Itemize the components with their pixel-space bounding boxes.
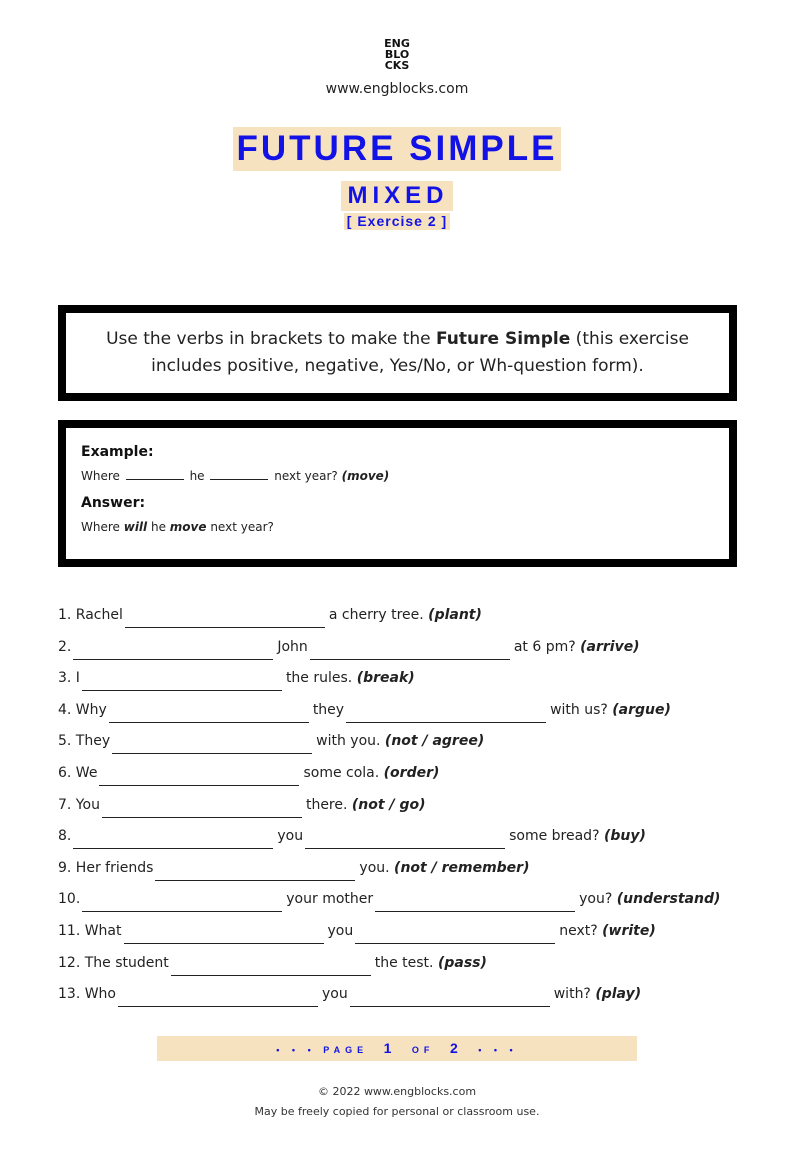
answer-blank[interactable]	[102, 797, 302, 818]
answer-blank[interactable]	[375, 891, 575, 912]
question-text: the test.	[374, 954, 434, 971]
question-text: some cola.	[303, 764, 380, 781]
question-text: next?	[559, 922, 598, 939]
verb-hint: (argue)	[612, 701, 671, 718]
example-box	[58, 420, 737, 567]
question-text: a cherry tree.	[328, 607, 424, 623]
answer-blank[interactable]	[118, 986, 318, 1007]
question-row	[58, 602, 748, 634]
question-text: with you.	[316, 733, 381, 750]
answer-blank[interactable]	[350, 986, 550, 1007]
question-text: the rules.	[285, 670, 353, 687]
page-indicator	[157, 1036, 637, 1061]
logo-line: ENG	[384, 37, 410, 50]
question-text: you	[327, 922, 354, 939]
verb-hint: (arrive)	[580, 638, 640, 655]
answer-word: Where	[81, 520, 124, 534]
question-text: John	[277, 638, 308, 655]
answer-blank[interactable]	[99, 765, 299, 786]
pager-current: 1	[383, 1040, 397, 1056]
answer-key-word: will	[123, 520, 148, 534]
example-blank	[210, 479, 268, 480]
question-text: you.	[359, 859, 390, 876]
verb-hint: (not / agree)	[384, 733, 485, 750]
question-text: 8.	[58, 828, 72, 845]
question-text: at 6 pm?	[513, 638, 576, 655]
pager-dots: • • •	[478, 1045, 518, 1055]
answer-word: next year?	[206, 520, 274, 534]
question-text: 1. Rachel	[58, 607, 123, 623]
question-text: some bread?	[509, 828, 600, 845]
worksheet-title: FUTURE SIMPLE	[233, 127, 562, 171]
question-row	[58, 665, 748, 697]
answer-heading: Answer:	[81, 495, 146, 511]
pager-dots: • • •	[276, 1045, 316, 1055]
question-text: you	[277, 828, 304, 845]
license-text: May be freely copied for personal or classroom use.	[254, 1105, 540, 1118]
answer-blank[interactable]	[82, 670, 282, 691]
instructions-bold: Future Simple	[436, 329, 571, 349]
engblocks-logo	[377, 38, 417, 71]
logo-line: BLO	[384, 48, 410, 61]
question-row	[58, 792, 748, 824]
question-text: 7. You	[58, 796, 100, 813]
question-list	[58, 602, 748, 1013]
answer-blank[interactable]	[355, 923, 555, 944]
answer-blank[interactable]	[112, 733, 312, 754]
verb-hint: (pass)	[437, 954, 487, 971]
answer-blank[interactable]	[171, 955, 371, 976]
question-text: 6. We	[58, 764, 98, 781]
question-row	[58, 760, 748, 792]
question-text: 13. Who	[58, 986, 116, 1003]
answer-blank[interactable]	[109, 702, 309, 723]
example-word: Where	[81, 469, 120, 483]
instructions-text-end: (this exercise includes positive, negative, Yes/No, or Wh-question form).	[151, 329, 689, 376]
example-blank	[126, 479, 184, 480]
answer-blank[interactable]	[124, 923, 324, 944]
question-row	[58, 634, 748, 666]
instructions-box	[58, 305, 737, 401]
answer-blank[interactable]	[346, 702, 546, 723]
copyright-text: © 2022 www.engblocks.com	[317, 1085, 477, 1098]
logo-line: CKS	[384, 59, 410, 72]
question-row	[58, 728, 748, 760]
question-text: 9. Her friends	[58, 859, 154, 876]
verb-hint: (understand)	[616, 891, 721, 908]
pager-page-word: PAGE	[323, 1045, 369, 1055]
verb-hint: (buy)	[603, 828, 646, 845]
answer-blank[interactable]	[305, 828, 505, 849]
worksheet-subtitle: MIXED	[341, 181, 452, 211]
verb-hint: (not / go)	[351, 796, 426, 813]
verb-hint: (play)	[595, 986, 642, 1003]
question-text: 5. They	[58, 733, 111, 750]
exercise-label: [ Exercise 2 ]	[344, 213, 450, 230]
verb-hint: (not / remember)	[394, 859, 530, 876]
verb-hint: (plant)	[428, 607, 482, 623]
answer-blank[interactable]	[155, 860, 355, 881]
answer-key-word: move	[169, 520, 207, 534]
question-text: you?	[579, 891, 613, 908]
question-row	[58, 981, 748, 1013]
question-text: 11. What	[58, 922, 122, 939]
answer-word: he	[147, 520, 170, 534]
question-row	[58, 886, 748, 918]
question-text: with us?	[550, 701, 608, 718]
question-text: your mother	[286, 891, 374, 908]
verb-hint: (order)	[383, 764, 440, 781]
pager-of-word: OF	[411, 1045, 435, 1055]
question-row	[58, 918, 748, 950]
question-text: with?	[553, 986, 591, 1003]
answer-blank[interactable]	[82, 891, 282, 912]
pager-total: 2	[449, 1040, 463, 1056]
answer-sentence	[81, 520, 714, 534]
example-word: next year?	[274, 469, 338, 483]
verb-hint: (write)	[602, 922, 656, 939]
example-heading: Example:	[81, 444, 154, 460]
example-word: he	[189, 469, 205, 483]
question-text: 12. The student	[58, 954, 169, 971]
question-row	[58, 823, 748, 855]
instructions-text: Use the verbs in brackets to make the	[106, 329, 437, 349]
question-text: 10.	[58, 891, 81, 908]
question-row	[58, 855, 748, 887]
question-row	[58, 950, 748, 982]
verb-hint: (break)	[356, 670, 415, 687]
question-text: you	[322, 986, 348, 1003]
answer-blank[interactable]	[125, 607, 325, 628]
question-text: 3. I	[58, 670, 80, 687]
question-text: there.	[305, 796, 348, 813]
question-text: 2.	[58, 638, 72, 655]
answer-blank[interactable]	[73, 828, 273, 849]
answer-blank[interactable]	[310, 639, 510, 660]
question-text: they	[312, 701, 345, 718]
question-text: 4. Why	[58, 701, 107, 718]
site-url: www.engblocks.com	[325, 81, 469, 97]
answer-blank[interactable]	[73, 639, 273, 660]
example-hint: (move)	[341, 469, 390, 483]
page-footer	[0, 1082, 794, 1122]
example-sentence	[81, 469, 714, 483]
page-header	[0, 38, 794, 230]
question-row	[58, 697, 748, 729]
